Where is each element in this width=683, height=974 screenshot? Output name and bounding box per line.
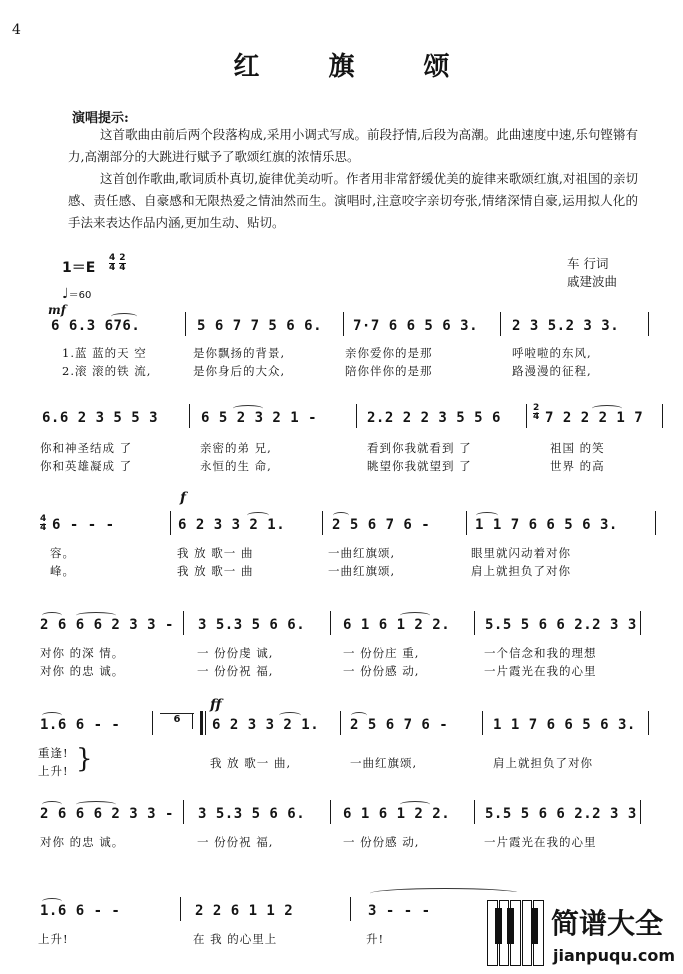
slur [400,801,430,808]
system-5-lyric-1-m2: 我 放 歌一 曲, [210,756,292,770]
site-logo [483,892,683,974]
song-title: 红 旗 颂 [233,52,480,82]
barline [183,800,184,824]
repeat-barline-thin [205,711,206,735]
system-6-measure-1-notes: 2 6 6 6 2 3 3 - [40,806,174,822]
slur [76,801,116,808]
system-7-lyric-1-m1: 上升! [38,932,69,946]
first-ending-bracket [160,713,194,725]
time-signature [109,254,126,273]
barline [640,800,641,824]
barline [356,404,357,428]
system-4-lyric-1-m3: 一 份份庄 重, [343,646,420,660]
system-1-lyric-1-m4: 呼啦啦的东风, [512,346,592,360]
barline [343,312,344,336]
slur [592,405,622,412]
meter-top-2: 2 [119,253,126,263]
time-signature-return [40,515,46,533]
barline [350,897,351,921]
system-1-measure-4-notes: 2 3 5.2 3 3. [512,318,620,334]
slur [333,512,349,519]
system-1-measure-1-notes: 6 6.3 676. [51,318,141,334]
system-2-measure-4-notes: 7 2 2 2 1 7 [545,410,644,426]
slur [42,898,62,905]
system-3-lyric-2-m2: 我 放 歌一 曲 [177,564,254,578]
barline [330,611,331,635]
system-1-measure-3-notes: 7·7 6 6 5 6 3. [353,318,479,334]
meter-change-top: 2 [533,403,540,413]
slur [400,612,430,619]
hint-paragraph-1-text: 这首歌曲由前后两个段落构成,采用小调式写成。前段抒情,后段为高潮。此曲速度中速,乐句铿锵有力,高潮部分的大跳进行赋予了歌颂红旗的浓情乐思。 [68,127,638,164]
system-3-lyric-2-m3: 一曲红旗颂, [328,564,396,578]
system-2-lyric-1-m4: 祖国 的笑 [550,441,605,455]
system-4-lyric-2-m2: 一 份份祝 福, [197,664,274,678]
system-5-lyric-1-m1: 重逢! [38,746,69,760]
dynamic-mf: mf [48,303,66,317]
system-3-lyric-1-m1: 容。 [50,546,75,560]
system-3-measure-4-notes: 1 1 7 6 6 5 6 3. [475,517,618,533]
barline [655,511,656,535]
dynamic-f: f [180,490,187,506]
composer-credit: 戚建波曲 [567,274,618,289]
barline [330,800,331,824]
system-6-lyric-1-m1: 对你 的忠 诚。 [40,835,125,849]
barline [474,800,475,824]
lyricist-credit: 车 行词 [567,256,609,271]
meter-change-bottom: 4 [533,412,540,422]
system-4-lyric-1-m2: 一 份份虔 诚, [197,646,274,660]
system-2-measure-2-notes: 6 5 2 3 2 1 - [201,410,318,426]
system-5-measure-1-notes: 1.6 6 - - [40,717,121,733]
system-4-lyric-2-m4: 一片霞光在我的心里 [484,664,597,678]
system-2-lyric-1-m3: 看到你我就看到 了 [367,441,472,455]
system-3-lyric-2-m1: 峰。 [50,564,75,578]
slur [42,801,62,808]
system-1-lyric-2-m1: 2.滚 滚的铁 流, [62,364,152,378]
system-2-lyric-2-m3: 眺望你我就望到 了 [367,459,472,473]
slur [42,612,62,619]
system-5-lyric-2-m1: 上升! [38,764,69,778]
system-4-measure-1-notes: 2 6 6 6 2 3 3 - [40,617,174,633]
barline [152,711,153,735]
barline [662,404,663,428]
barline [170,511,171,535]
ending-bracket-end [192,713,193,729]
barline [183,611,184,635]
slur [351,712,367,719]
meter-top-1: 4 [109,253,116,263]
system-4-lyric-2-m3: 一 份份感 动, [343,664,420,678]
brace-icon: } [76,744,93,774]
system-7-lyric-1-m2: 在 我 的心里上 [193,932,278,946]
system-7-measure-3-notes: 3 - - - [368,903,431,919]
system-7-measure-2-notes: 2 2 6 1 1 2 [195,903,294,919]
hint-paragraph-1 [68,124,638,168]
barline [189,404,190,428]
system-5-measure-4-notes: 1 1 7 6 6 5 6 3. [493,717,636,733]
meter-bottom-1: 4 [109,263,116,273]
tempo-value: ＝60 [68,290,92,301]
system-5-lyric-1-m4: 肩上就担负了对你 [493,756,593,770]
meter-return-top: 4 [40,514,47,524]
logo-text: 简谱大全 [551,907,664,940]
system-2-lyric-1-m1: 你和神圣结成 了 [40,441,133,455]
meter-bottom-2: 4 [119,263,126,273]
barline [180,897,181,921]
system-2-lyric-2-m1: 你和英雄凝成 了 [40,459,133,473]
system-6-lyric-1-m3: 一 份份感 动, [343,835,420,849]
system-2-lyric-2-m4: 世界 的高 [550,459,605,473]
system-6-measure-2-notes: 3 5.3 5 6 6. [198,806,306,822]
system-4-lyric-1-m4: 一个信念和我的理想 [484,646,597,660]
logo-url: jianpuqu.com [553,946,676,965]
system-7-measure-1-notes: 1.6 6 - - [40,903,121,919]
system-5-measure-3-notes: 2 5 6 7 6 - [350,717,449,733]
page-number: 4 [12,22,21,38]
system-2-measure-3-notes: 2.2 2 2 3 5 5 6 [367,410,501,426]
slur [42,712,62,719]
barline [648,312,649,336]
system-3-lyric-1-m4: 眼里就闪动着对你 [471,546,571,560]
system-6-lyric-1-m4: 一片霞光在我的心里 [484,835,597,849]
system-2-lyric-1-m2: 亲密的弟 兄, [200,441,272,455]
hint-paragraph-2-text: 这首创作歌曲,歌词质朴真切,旋律优美动听。作者用非常舒缓优美的旋律来歌颂红旗,对祖国的亲切感、责任感、自豪感和无限热爱之情油然而生。演唱时,注意咬字亲切夸张,情绪深情自豪,运用拟人化的手法来表达作品内涵,更加生动、贴切。 [68,171,638,230]
system-1-lyric-1-m2: 是你飘扬的背景, [193,346,286,360]
barline [322,511,323,535]
system-5-measure-2-notes: 6 2 3 3 2 1. [212,717,320,733]
system-5-lyric-1-m3: 一曲红旗颂, [350,756,418,770]
system-3-measure-1-notes: 6 - - - [52,517,115,533]
system-1-lyric-1-m3: 亲你爱你的是那 [345,346,433,360]
system-6-lyric-1-m2: 一 份份祝 福, [197,835,274,849]
system-4-measure-4-notes: 5.5 5 6 6 2.2 3 3 [485,617,637,633]
meter-return-bottom: 4 [40,523,47,533]
tempo-marking [62,286,91,302]
system-6-measure-3-notes: 6 1 6 1 2 2. [343,806,451,822]
quarter-note-icon: ♩ [62,286,69,302]
system-1-lyric-2-m2: 是你身后的大众, [193,364,286,378]
barline [474,611,475,635]
barline [482,711,483,735]
system-4-lyric-1-m1: 对你 的深 情。 [40,646,125,660]
system-2-measure-1-notes: 6.6 2 3 5 5 3 [42,410,159,426]
slur [111,313,137,320]
system-7-lyric-1-m3: 升! [366,932,385,946]
barline [185,312,186,336]
system-1-lyric-1-m1: 1.蓝 蓝的天 空 [62,346,147,360]
slur [476,512,498,519]
repeat-barline-thick [200,711,203,735]
system-3-lyric-1-m2: 我 放 歌一 曲 [177,546,254,560]
slur [247,512,269,519]
barline [340,711,341,735]
time-signature-change [533,404,539,422]
slur [76,612,116,619]
key-signature: 1＝E [62,260,96,276]
first-ending-number: 6 [173,714,181,725]
hint-paragraph-2 [68,168,638,234]
system-4-measure-2-notes: 3 5.3 5 6 6. [198,617,306,633]
slur [279,712,301,719]
barline [648,711,649,735]
system-2-lyric-2-m2: 永恒的生 命, [200,459,272,473]
system-4-lyric-2-m1: 对你 的忠 诚。 [40,664,125,678]
system-3-measure-3-notes: 2 5 6 7 6 - [332,517,431,533]
system-1-lyric-2-m3: 陪你伴你的是那 [345,364,433,378]
system-6-measure-4-notes: 5.5 5 6 6 2.2 3 3 [485,806,637,822]
system-4-measure-3-notes: 6 1 6 1 2 2. [343,617,451,633]
barline [526,404,527,428]
system-1-lyric-2-m4: 路漫漫的征程, [512,364,592,378]
system-3-lyric-2-m4: 肩上就担负了对你 [471,564,571,578]
barline [500,312,501,336]
system-1-measure-2-notes: 5 6 7 7 5 6 6. [197,318,323,334]
barline [640,611,641,635]
hint-label: 演唱提示: [72,111,129,126]
system-3-measure-2-notes: 6 2 3 3 2 1. [178,517,286,533]
dynamic-ff: ff [210,697,222,713]
piano-keys-icon [487,900,545,966]
slur [233,405,263,412]
barline [466,511,467,535]
system-3-lyric-1-m3: 一曲红旗颂, [328,546,396,560]
